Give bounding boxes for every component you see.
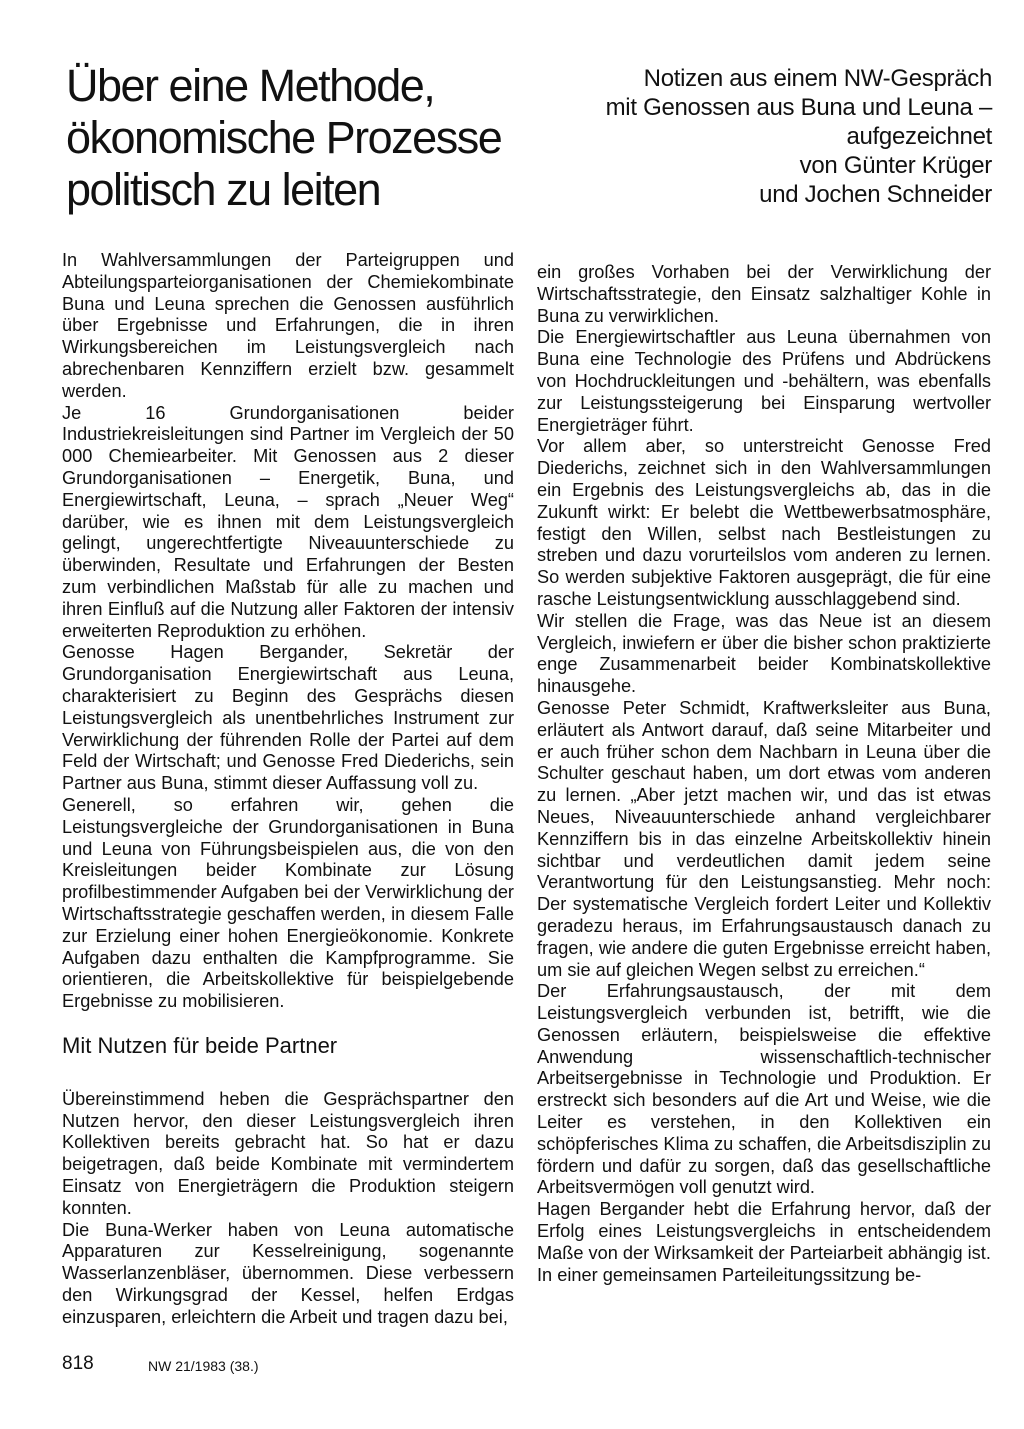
title-line: ökonomische Prozesse: [66, 112, 502, 163]
paragraph: Generell, so erfahren wir, gehen die Leistungsvergleiche der Grundorganisationen in Buna und Leuna von Führungsbeispielen aus, die von den Kreisleitungen beider Kombinate zur Lösung profilbestimmender Aufgaben bei der Verwirklichung der Wirtschaftsstrategie geschaffen werden, in diesem Falle zur Erzielung einer hohen Energieökonomie. Konkrete Aufgaben dazu enthalten die Kampfprogramme. Sie orientieren, die Arbeitskollektive für beispielgebende Ergebnisse zu mobilisieren.: [62, 794, 514, 1012]
issue-label: NW 21/1983 (38.): [148, 1358, 259, 1374]
paragraph: Je 16 Grundorganisationen beider Industriekreisleitungen sind Partner im Vergleich der 50 000 Chemiearbeiter. Mit Genossen aus 2 dieser Grundorganisationen – Energetik, Buna, und Energiewirtschaft, Leuna, – sprach „Neuer Weg“ darüber, wie es ihnen mit dem Leistungsvergleich gelingt, ungerechtfertigte Niveauunterschiede zu überwinden, Resultate und Erfahrungen der Besten zum verbindlichen Maßstab für alle zu machen und ihren Einfluß auf die Nutzung aller Faktoren der intensiv erweiterten Reproduktion zu erhöhen.: [62, 402, 514, 641]
paragraph: Wir stellen die Frage, was das Neue ist an diesem Vergleich, inwiefern er über die bisher schon praktizierte enge Zusammenarbeit beider Kombinatskollektive hinausgehe.: [537, 610, 991, 697]
section-heading: Mit Nutzen für beide Partner: [62, 1032, 338, 1058]
paragraph: Übereinstimmend heben die Gesprächspartner den Nutzen hervor, den dieser Leistungsvergleich ihren Kollektiven bereits gebracht hat. So hat er dazu beigetragen, daß beide Kombinate mit vermindertem Einsatz von Energieträgern die Produktion steigern konnten.: [62, 1088, 514, 1218]
subtitle-line: und Jochen Schneider: [759, 181, 992, 208]
paragraph: Vor allem aber, so unterstreicht Genosse Fred Diederichs, zeichnet sich in den Wahlversammlungen ein Ergebnis des Leistungsvergleichs ab, das in die Zukunft wirkt: Er belebt die Wettbewerbsatmosphäre, festigt den Willen, selbst nach Bestleistungen zu streben und dazu vorurteilslos vom anderen zu lernen. So werden subjektive Faktoren ausgeprägt, die für eine rasche Leistungsentwicklung ausschlaggebend sind.: [537, 436, 991, 609]
right-column: [537, 262, 991, 1286]
subtitle-line: aufgezeichnet: [846, 123, 992, 150]
paragraph: In Wahlversammlungen der Parteigruppen und Abteilungsparteiorganisationen der Chemiekombinate Buna und Leuna sprechen die Genossen ausführlich über Ergebnisse und Erfahrungen, die in ihren Wirkungsbereichen im Leistungsvergleich nach abrechenbaren Kennziffern erzielt bzw. gesammelt werden.: [62, 250, 514, 401]
paragraph: ein großes Vorhaben bei der Verwirklichung der Wirtschaftsstrategie, den Einsatz salzhaltiger Kohle in Buna zu verwirklichen.: [537, 262, 991, 326]
paragraph: Der Erfahrungsaustausch, der mit dem Leistungsvergleich verbunden ist, betrifft, wie die Genossen erläutern, beispielsweise die effektive Anwendung wissenschaftlich-technischer Arbeitsergebnisse in Technologie und Produktion. Er erstreckt sich besonders auf die Art und Weise, wie die Leiter es verstehen, in den Kollektiven ein schöpferisches Klima zu schaffen, die Arbeitsdisziplin zu fördern und dafür zu sorgen, daß das gesellschaftliche Arbeitsvermögen voll genutzt wird.: [537, 981, 991, 1198]
page-number: 818: [62, 1353, 94, 1374]
article-subtitle: [560, 64, 992, 209]
left-column: [62, 250, 514, 1329]
paragraph: Die Buna-Werker haben von Leuna automatische Apparaturen zur Kesselreinigung, sogenannte Wasserlanzenbläser, übernommen. Diese verbessern den Wirkungsgrad der Kessel, helfen Erdgas einzusparen, erleichtern die Arbeit und tragen dazu bei,: [62, 1219, 514, 1327]
subtitle-line: Notizen aus einem NW-Gespräch: [643, 65, 992, 92]
article-title: [66, 60, 566, 216]
subtitle-line: mit Genossen aus Buna und Leuna –: [605, 94, 992, 121]
paragraph: Genosse Peter Schmidt, Kraftwerksleiter aus Buna, erläutert als Antwort darauf, daß seine Mitarbeiter und er auch früher schon dem Nachbarn in Leuna über die Schulter geschaut haben, um dort etwas vom anderen zu lernen. „Aber jetzt machen wir, und das ist etwas Neues, Niveauunterschiede anhand vergleichbarer Kennziffern bis in das einzelne Arbeitskollektiv hinein sichtbar und verdeutlichen damit jedem seine Verantwortung für den Leistungsanstieg. Mehr noch: Der systematische Vergleich fordert Leiter und Kollektiv geradezu heraus, im Erfahrungsaustausch danach zu fragen, wie andere die guten Ergebnisse erreicht haben, um sie auf gleichen Wegen selbst zu erreichen.“: [537, 697, 991, 980]
subtitle-line: von Günter Krüger: [799, 152, 992, 179]
paragraph: Hagen Bergander hebt die Erfahrung hervor, daß der Erfolg eines Leistungsvergleichs in entscheidendem Maße von der Wirksamkeit der Parteiarbeit abhängig ist.: [537, 1199, 991, 1263]
title-line: Über eine Methode,: [66, 60, 435, 111]
paragraph: Die Energiewirtschaftler aus Leuna übernahmen von Buna eine Technologie des Prüfens und Abdrückens von Hochdruckleitungen und -behältern, was ebenfalls zur Leistungssteigerung bei Einsparung wertvoller Energieträger führt.: [537, 327, 991, 435]
title-line: politisch zu leiten: [66, 164, 381, 215]
paragraph: Genosse Hagen Bergander, Sekretär der Grundorganisation Energiewirtschaft aus Leuna, charakterisiert zu Beginn des Gesprächs diesen Leistungsvergleich als unentbehrliches Instrument zur Verwirklichung der führenden Rolle der Partei auf dem Feld der Wirtschaft; und Genosse Fred Diederichs, sein Partner aus Buna, stimmt dieser Auffassung voll zu.: [62, 642, 514, 794]
paragraph: In einer gemeinsamen Parteileitungssitzung be-: [537, 1264, 922, 1285]
